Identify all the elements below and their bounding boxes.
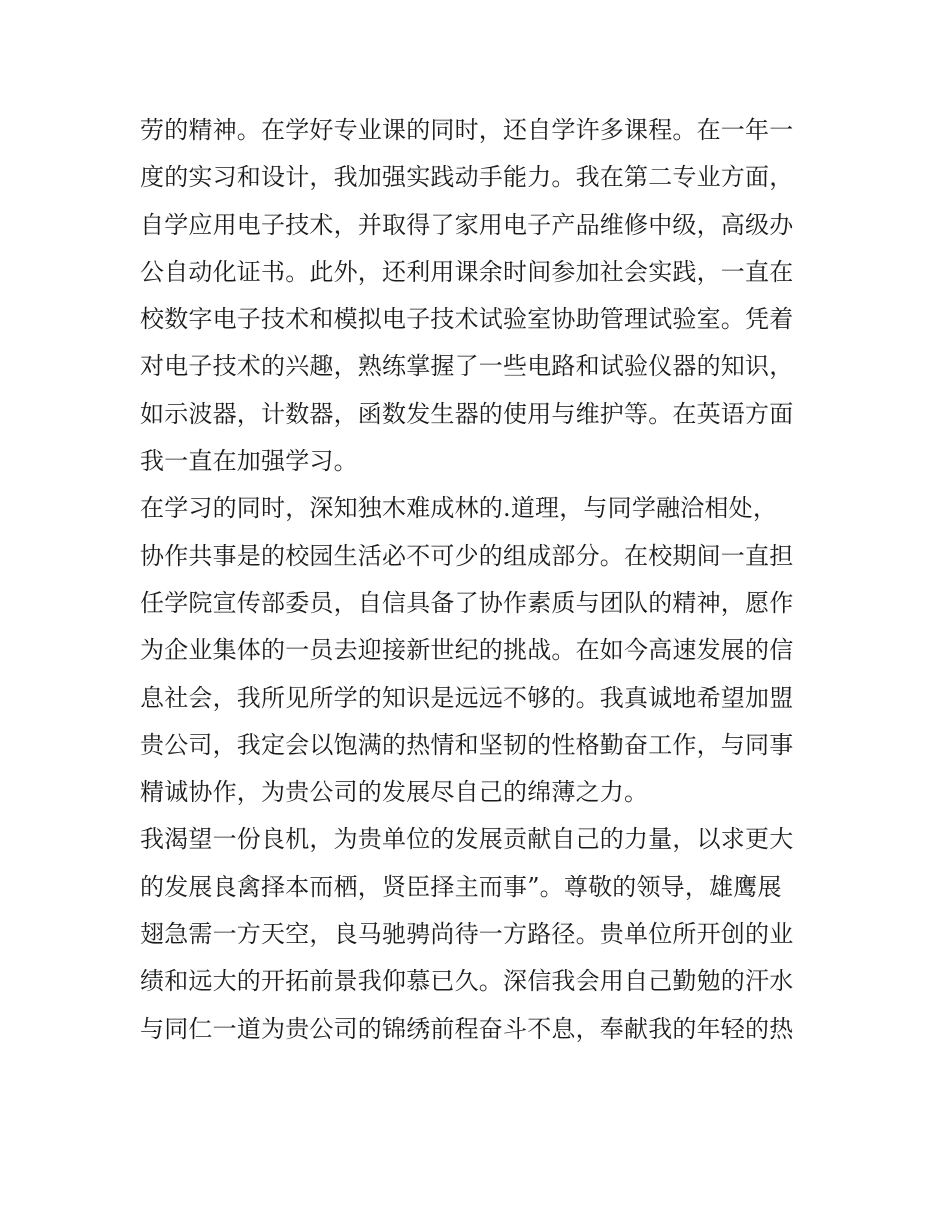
- text-line: 与同仁一道为贵公司的锦绣前程奋斗不息，奉献我的年轻的热: [140, 1014, 794, 1043]
- text-line: 劳的精神。在学好专业课的同时，还自学许多课程。在一年一: [140, 116, 794, 144]
- text-line: 绩和远大的开拓前景我仰慕已久。深信我会用自己勤勉的汗水: [140, 967, 794, 996]
- document-body: [140, 107, 820, 1053]
- text-line: 的发展良禽择本而栖，贤臣择主而事”。尊敬的领导，雄鹰展: [140, 872, 782, 901]
- text-line: 度的实习和设计，我加强实践动手能力。我在第二专业方面，: [140, 163, 794, 192]
- text-line: 贵公司，我定会以饱满的热情和坚韧的性格勤奋工作，与同事: [140, 730, 794, 759]
- text-line: 如示波器，计数器，函数发生器的使用与维护等。在英语方面: [140, 399, 794, 428]
- text-line: 我渴望一份良机，为贵单位的发展贡献自己的力量，以求更大: [140, 825, 794, 854]
- text-line: 息社会，我所见所学的知识是远远不够的。我真诚地希望加盟: [140, 683, 794, 712]
- text-line: 自学应用电子技术，并取得了家用电子产品维修中级，高级办: [140, 210, 794, 239]
- text-line: 在学习的同时，深知独木难成林的.道理，与同学融洽相处，: [140, 494, 778, 523]
- text-line: 我一直在加强学习。: [140, 447, 358, 476]
- text-line: 对电子技术的兴趣，熟练掌握了一些电路和试验仪器的知识，: [140, 352, 794, 381]
- text-line: 校数字电子技术和模拟电子技术试验室协助管理试验室。凭着: [140, 305, 794, 334]
- text-line: 协作共事是的校园生活必不可少的组成部分。在校期间一直担: [140, 541, 794, 570]
- text-line: 为企业集体的一员去迎接新世纪的挑战。在如今高速发展的信: [140, 636, 794, 665]
- text-line: 公自动化证书。此外，还利用课余时间参加社会实践，一直在: [140, 257, 794, 286]
- text-line: 精诚协作，为贵公司的发展尽自己的绵薄之力。: [140, 778, 649, 807]
- text-line: 任学院宣传部委员，自信具备了协作素质与团队的精神，愿作: [140, 588, 794, 617]
- text-line: 翅急需一方天空，良马驰骋尚待一方路径。贵单位所开创的业: [140, 920, 794, 949]
